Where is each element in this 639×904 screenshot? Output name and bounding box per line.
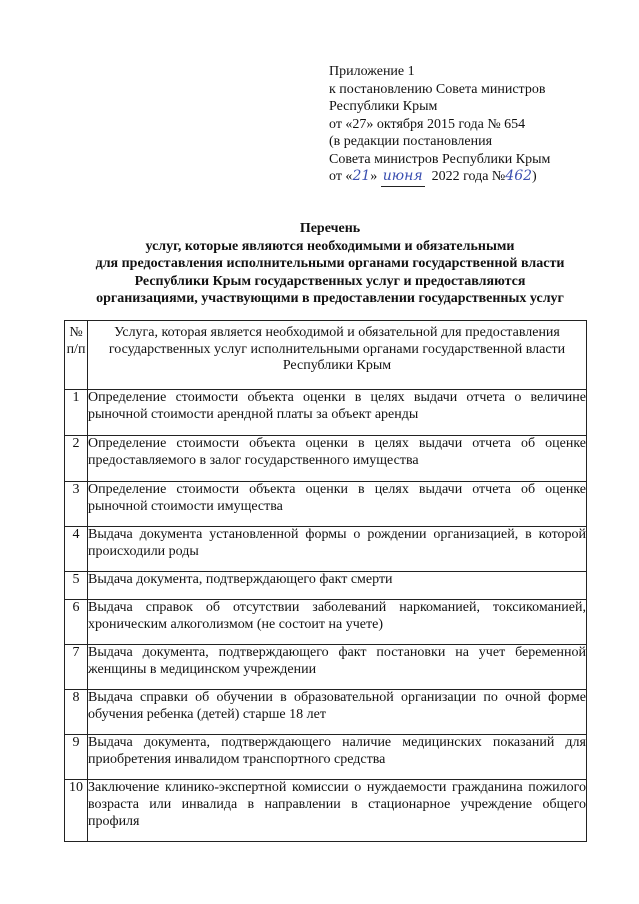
row-num: 7 <box>65 645 88 690</box>
table-row <box>65 436 587 482</box>
row-num: 1 <box>65 390 88 436</box>
title-line: Республики Крым государственных услуг и предоставляются <box>134 273 526 289</box>
row-service: Выдача документа, подтверждающего факт смерти <box>88 572 587 600</box>
row-service: Определение стоимости объекта оценки в целях выдачи отчета об оценке предоставляемого в залог государственного имущества <box>88 436 587 482</box>
date-prefix: от « <box>329 169 353 184</box>
appendix-line: к постановлению Совета министров <box>329 81 546 97</box>
header-num: № п/п <box>65 321 88 390</box>
table-row <box>65 482 587 527</box>
row-num: 2 <box>65 436 88 482</box>
row-service: Выдача документа установленной формы о рождении организацией, в которой происходили роды <box>88 527 587 572</box>
document-title <box>20 220 639 308</box>
title-line: для предоставления исполнительными органами государственной власти <box>95 256 565 271</box>
appendix-line: Республики Крым <box>329 99 438 114</box>
appendix-line: Приложение 1 <box>329 64 415 79</box>
amendment-date-line <box>329 168 629 187</box>
table-row <box>65 735 587 780</box>
row-num: 10 <box>65 780 88 842</box>
row-service: Заключение клинико-экспертной комиссии о нуждаемости гражданина пожилого возраста или инвалида в направлении в стационарное учреждение общего профиля <box>88 780 587 842</box>
table-row <box>65 645 587 690</box>
row-num: 4 <box>65 527 88 572</box>
table-row <box>65 527 587 572</box>
year-text: 2022 года № <box>431 169 506 184</box>
table-row <box>65 572 587 600</box>
services-table <box>64 320 587 842</box>
row-num: 9 <box>65 735 88 780</box>
title-line: Перечень <box>299 221 361 236</box>
appendix-line: (в редакции постановления <box>329 134 493 149</box>
row-service: Выдача справки об обучении в образовательной организации по очной форме обучения ребенка (детей) старше 18 лет <box>88 690 587 735</box>
row-service: Выдача документа, подтверждающего факт постановки на учет беременной женщины в медицинском учреждении <box>88 645 587 690</box>
row-service: Определение стоимости объекта оценки в целях выдачи отчета об оценке рыночной стоимости имущества <box>88 482 587 527</box>
row-num: 8 <box>65 690 88 735</box>
table-row <box>65 780 587 842</box>
table-row <box>65 390 587 436</box>
date-suffix: ) <box>532 169 537 184</box>
appendix-block <box>329 63 629 187</box>
row-service: Определение стоимости объекта оценки в целях выдачи отчета о величине рыночной стоимости арендной платы за объект аренды <box>88 390 587 436</box>
row-service: Выдача справок об отсутствии заболеваний наркоманией, токсикоманией, хроническим алкоголизмом (не состоит на учете) <box>88 600 587 645</box>
row-num: 6 <box>65 600 88 645</box>
header-service: Услуга, которая является необходимой и обязательной для предоставления государственных услуг исполнительными органами государственной власти Республики Крым <box>88 321 587 390</box>
date-separator: » <box>370 169 378 184</box>
title-line: услуг, которые являются необходимыми и обязательными <box>145 238 515 254</box>
handwritten-number: 462 <box>505 168 533 184</box>
table-row <box>65 690 587 735</box>
handwritten-day: 21 <box>352 168 371 184</box>
title-line: организациями, участвующими в предоставлении государственных услуг <box>96 291 564 306</box>
table-header-row <box>65 321 587 390</box>
row-num: 3 <box>65 482 88 527</box>
table-row <box>65 600 587 645</box>
appendix-line: Совета министров Республики Крым <box>329 151 551 167</box>
row-service: Выдача документа, подтверждающего наличие медицинских показаний для приобретения инвалидом транспортного средства <box>88 735 587 780</box>
handwritten-month: июня <box>381 168 425 187</box>
row-num: 5 <box>65 572 88 600</box>
appendix-line: от «27» октября 2015 года № 654 <box>329 116 526 132</box>
